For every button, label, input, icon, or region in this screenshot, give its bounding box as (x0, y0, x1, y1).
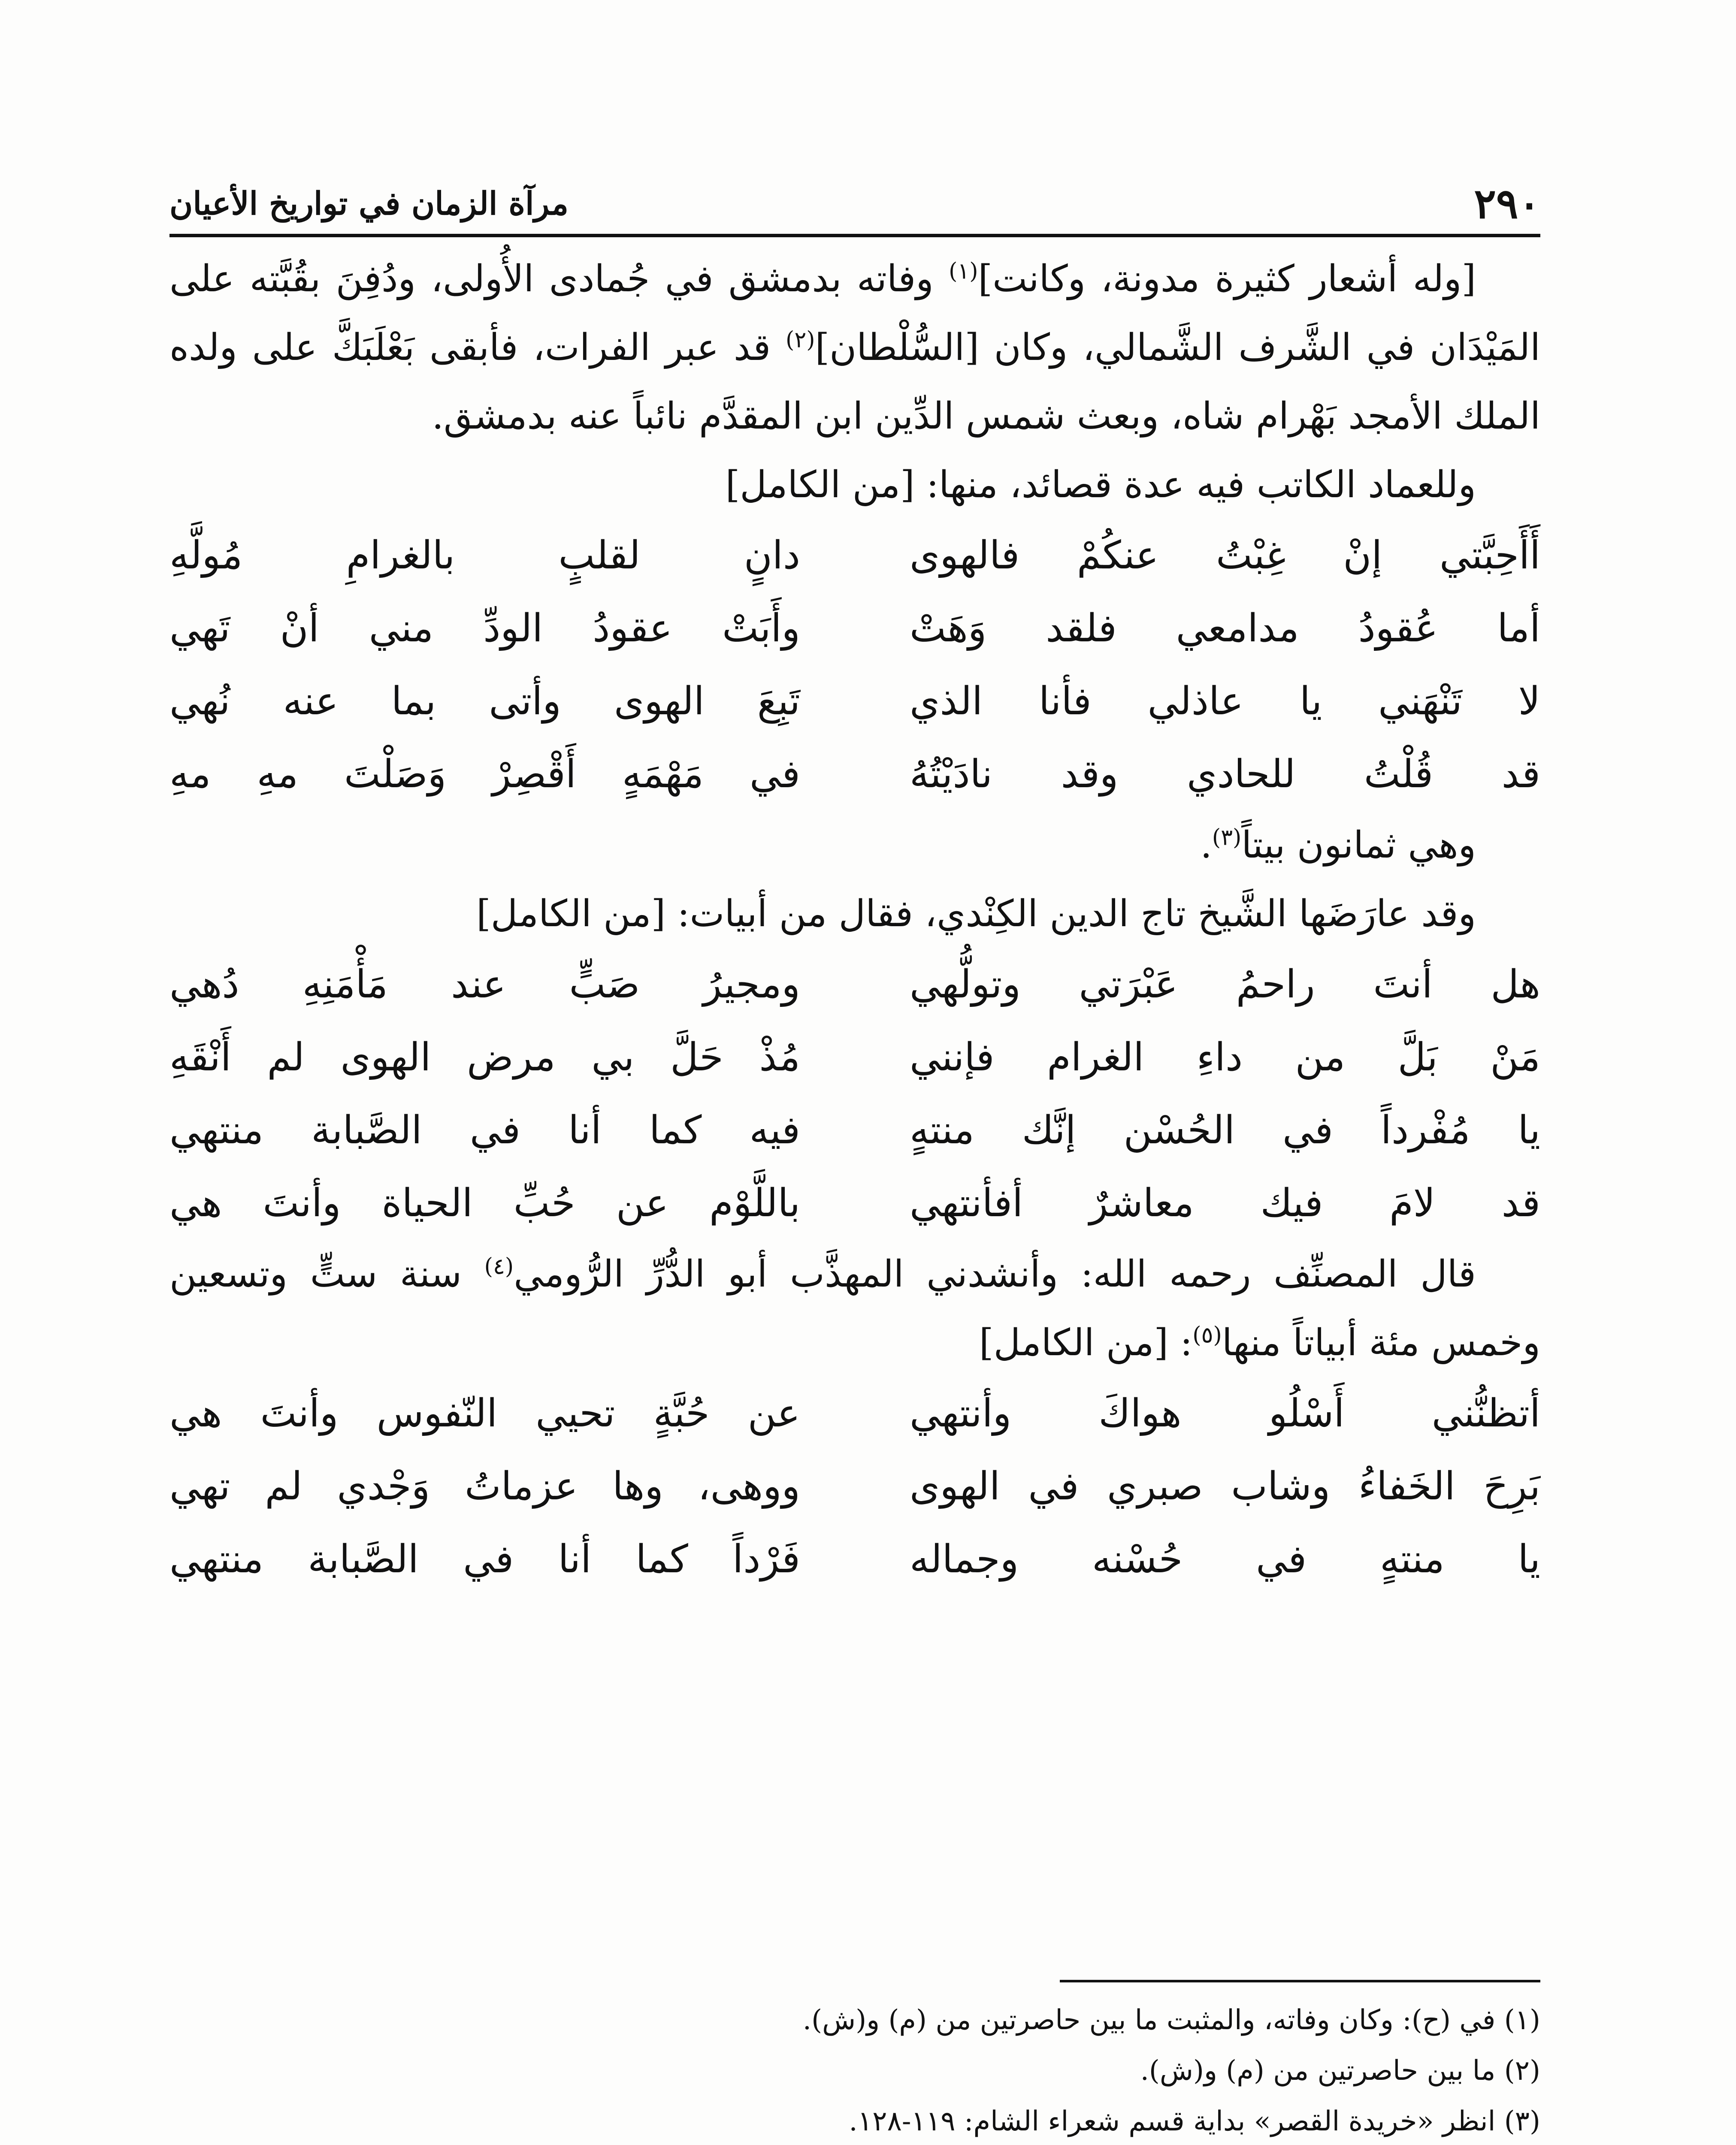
paragraph-1-text-c: قد عبر الفرات، فأبقى بَعْلَبَكَّ على ولده الملك الأمجد بَهْرام شاه، وبعث شمس الدِّين ابن المقدَّم نائباً عنه بدمشق. (169, 326, 1540, 438)
paragraph-1-text-b: وفاته بدمشق في جُمادى الأُولى، ودُفِنَ بقُبَّته على المَيْدَان في الشَّرف الشَّمالي، وكان [السُّلْطان] (169, 257, 1541, 369)
main-text (169, 245, 1540, 1596)
verse (169, 519, 1540, 592)
hemistich-second: عن حُبَّةٍ تحيي النّفوس وأنتَ هي (169, 1391, 800, 1436)
hemistich-first: قد لامَ فيك معاشرٌ أفأنتهي (910, 1181, 1540, 1226)
hemistich-first: يا مُفْرداً في الحُسْن إنَّك منتهٍ (910, 1108, 1540, 1153)
paragraph-3 (169, 811, 1540, 879)
footnote-ref-3: (٣) (1212, 825, 1242, 851)
paragraph-1 (169, 245, 1540, 450)
page-number: ٢٩٠ (1474, 179, 1540, 228)
hemistich-first: مَنْ بَلَّ من داءِ الغرام فإنني (910, 1035, 1540, 1080)
poem-1 (169, 519, 1540, 811)
verse (169, 1167, 1540, 1240)
hemistich-second: في مَهْمَهٍ أَقْصِرْ وَصَلْتَ مهِ مهِ (169, 752, 800, 797)
hemistich-first: هل أنتَ راحمُ عَبْرَتي وتولُّهي (910, 962, 1540, 1007)
page-header (169, 176, 1540, 232)
footnote-separator (1060, 1980, 1540, 1982)
verse (169, 1377, 1540, 1450)
hemistich-first: أَأَحِبَّتي إنْ غِبْتُ عنكُمْ فالهوى (910, 533, 1540, 578)
footnote-ref-5: (٥) (1192, 1322, 1222, 1348)
verse (169, 1094, 1540, 1167)
hemistich-second: دانٍ لقلبٍ بالغرامِ مُولَّهِ (169, 533, 800, 578)
footnote-2: (٢) ما بين حاصرتين من (م) و(ش). (1140, 2055, 1540, 2087)
running-title: مرآة الزمان في تواريخ الأعيان (169, 185, 569, 222)
paragraph-4: وقد عارَضَها الشَّيخ تاج الدين الكِنْدي، فقال من أبيات: [من الكامل] (476, 892, 1476, 935)
hemistich-second: ومجيرُ صَبٍّ عند مَأْمَنِهِ دُهي (169, 962, 800, 1007)
poem-3 (169, 1377, 1540, 1596)
verse (169, 592, 1540, 665)
footnote-ref-1: (١) (949, 258, 978, 284)
verse (169, 948, 1540, 1021)
header-rule (169, 234, 1540, 237)
hemistich-second: وأَبَتْ عقودُ الودِّ مني أنْ تَهي (169, 606, 800, 651)
hemistich-first: بَرِحَ الخَفاءُ وشاب صبري في الهوى (910, 1464, 1540, 1509)
hemistich-second: ووهى، وها عزماتُ وَجْدي لم تهي (169, 1464, 800, 1509)
hemistich-first: أما عُقودُ مدامعي فلقد وَهَتْ (910, 606, 1540, 651)
footnote-ref-4: (٤) (484, 1254, 514, 1280)
footnote-1: (١) في (ح): وكان وفاته، والمثبت ما بين حاصرتين من (م) و(ش). (802, 2004, 1540, 2036)
paragraph-2: وللعماد الكاتب فيه عدة قصائد، منها: [من الكامل] (725, 463, 1476, 506)
hemistich-first: قد قُلْتُ للحادي وقد نادَيْتُهُ (910, 752, 1540, 797)
hemistich-second: تَبِعَ الهوى وأتى بما عنه نُهي (169, 679, 800, 724)
footnote-3: (٣) انظر «خريدة القصر» بداية قسم شعراء الشام: ١١٩-١٢٨. (849, 2106, 1540, 2137)
paragraph-5-text-b: سنة ستٍّ وتسعين وخمس مئة أبياتاً منها (169, 1253, 1540, 1364)
hemistich-second: فيه كما أنا في الصَّبابة منتهي (169, 1108, 800, 1153)
poem-2 (169, 948, 1540, 1240)
verse (169, 1523, 1540, 1596)
verse (169, 665, 1540, 738)
hemistich-second: باللَّوْم عن حُبِّ الحياة وأنتَ هي (169, 1181, 800, 1226)
paragraph-5 (169, 1240, 1540, 1377)
paragraph-1-text-a: [وله أشعار كثيرة مدونة، وكانت] (978, 257, 1476, 300)
hemistich-second: فَرْداً كما أنا في الصَّبابة منتهي (169, 1537, 800, 1582)
verse (169, 1021, 1540, 1094)
paragraph-3-text: وهي ثمانون بيتاً (1241, 824, 1476, 867)
verse (169, 738, 1540, 811)
hemistich-first: يا منتهٍ في حُسْنه وجماله (910, 1537, 1540, 1582)
hemistich-first: أتظنُّني أَسْلُو هواكَ وأنتهي (910, 1391, 1540, 1436)
paragraph-3-end: . (1200, 824, 1212, 867)
paragraph-5-text-a: قال المصنِّف رحمه الله: وأنشدني المهذَّب أبو الدُّرِّ الرُّومي (514, 1253, 1476, 1296)
footnotes (169, 1995, 1540, 2145)
paragraph-5-text-c: : [من الكامل] (979, 1321, 1193, 1364)
verse (169, 1450, 1540, 1523)
hemistich-first: لا تَنْهَني يا عاذلي فأنا الذي (910, 679, 1540, 724)
footnote-ref-2: (٢) (786, 327, 815, 353)
hemistich-second: مُذْ حَلَّ بي مرض الهوى لم أَنْقَهِ (169, 1035, 800, 1080)
